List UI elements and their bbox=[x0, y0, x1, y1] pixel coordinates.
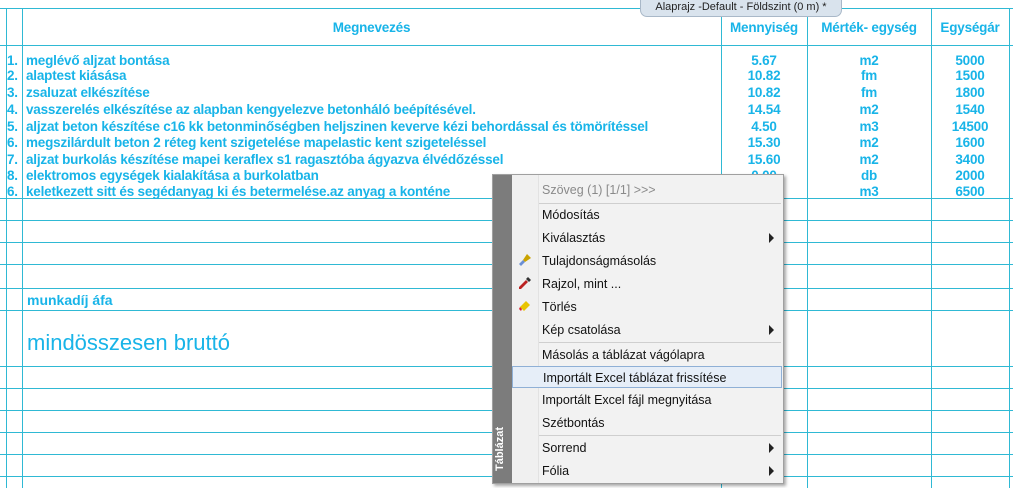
menu-item-copy-properties[interactable] bbox=[512, 250, 782, 272]
header-unit-price: Egységár bbox=[940, 20, 1000, 35]
row-number: 7. bbox=[7, 152, 18, 167]
row-price: 6500 bbox=[955, 184, 985, 199]
grid-line bbox=[0, 8, 1013, 9]
view-tab[interactable]: Alaprajz -Default - Földszint (0 m) * bbox=[640, 0, 842, 17]
row-unit: fm bbox=[860, 68, 878, 83]
submenu-arrow-icon bbox=[769, 443, 774, 453]
context-menu bbox=[492, 174, 784, 484]
row-quantity: 10.82 bbox=[747, 85, 781, 100]
menu-item-label: Módosítás bbox=[542, 208, 600, 222]
row-name: alaptest kiásása bbox=[26, 68, 127, 83]
row-quantity: 4.50 bbox=[751, 119, 777, 134]
row-unit: m2 bbox=[859, 53, 879, 68]
grid-line bbox=[1009, 8, 1010, 488]
row-number: 5. bbox=[7, 119, 18, 134]
menu-header-label: Szöveg (1) [1/1] >>> bbox=[542, 183, 656, 197]
row-price: 3400 bbox=[955, 152, 985, 167]
menu-item-draw-as[interactable] bbox=[512, 273, 782, 295]
menu-item-label: Importált Excel fájl megnyitása bbox=[542, 393, 712, 407]
menu-item-modify[interactable] bbox=[512, 204, 782, 226]
row-price: 2000 bbox=[955, 168, 985, 183]
header-name: Megnevezés bbox=[332, 20, 411, 35]
menu-side-label: Táblázat bbox=[494, 427, 506, 472]
row-unit: m2 bbox=[859, 102, 879, 117]
row-quantity: 10.82 bbox=[747, 68, 781, 83]
row-quantity: 14.54 bbox=[747, 102, 781, 117]
header-unit: Mérték- egység bbox=[821, 20, 917, 35]
menu-item-label: Kiválasztás bbox=[542, 231, 606, 245]
row-name: zsaluzat elkészítése bbox=[26, 85, 150, 100]
menu-item-select[interactable] bbox=[512, 227, 782, 249]
row-unit: m2 bbox=[859, 152, 879, 167]
row-number: 1. bbox=[7, 53, 18, 68]
menu-item-label: Szétbontás bbox=[542, 416, 605, 430]
row-name: aljzat beton készítése c16 kk betonminőségben heljszinen keverve kézi behordással és tömörítéssel bbox=[26, 119, 649, 134]
menu-item-label: Fólia bbox=[542, 464, 570, 478]
brush-icon bbox=[517, 253, 533, 269]
submenu-arrow-icon bbox=[769, 325, 774, 335]
menu-item-label: Tulajdonságmásolás bbox=[542, 254, 657, 268]
menu-item-refresh-excel-table[interactable] bbox=[512, 366, 782, 388]
row-number: 6. bbox=[7, 135, 18, 150]
row-unit: m3 bbox=[859, 184, 879, 199]
row-price: 14500 bbox=[951, 119, 989, 134]
menu-separator bbox=[539, 342, 781, 343]
row-quantity: 15.60 bbox=[747, 152, 781, 167]
submenu-arrow-icon bbox=[769, 233, 774, 243]
menu-item-label: Törlés bbox=[542, 300, 577, 314]
row-name: aljzat burkolás készítése mapei keraflex s1 ragasztóba ágyazva élvédőzéssel bbox=[26, 152, 504, 167]
submenu-arrow-icon bbox=[769, 466, 774, 476]
row-name: meglévő aljzat bontása bbox=[26, 53, 170, 68]
menu-item-attach-image[interactable] bbox=[512, 319, 782, 341]
grid-line bbox=[22, 8, 23, 488]
row-price: 1800 bbox=[955, 85, 985, 100]
menu-item-layer[interactable] bbox=[512, 460, 782, 482]
row-number: 3. bbox=[7, 85, 18, 100]
row-name: elektromos egységek kialakítása a burkolatban bbox=[26, 168, 319, 183]
row-number: 4. bbox=[7, 102, 18, 117]
row-price: 1540 bbox=[955, 102, 985, 117]
row-quantity: 15.30 bbox=[747, 135, 781, 150]
row-unit: fm bbox=[860, 85, 878, 100]
row-name: keletkezett sitt és segédanyag ki és betermelése.az anyag a konténe bbox=[26, 184, 451, 199]
row-price: 1500 bbox=[955, 68, 985, 83]
row-price: 1600 bbox=[955, 135, 985, 150]
menu-item-label: Importált Excel táblázat frissítése bbox=[543, 371, 727, 385]
menu-item-label: Másolás a táblázat vágólapra bbox=[542, 348, 705, 362]
row-unit: m2 bbox=[859, 135, 879, 150]
total-label: mindösszesen bruttó bbox=[27, 330, 230, 355]
eyedropper-icon bbox=[517, 276, 533, 292]
row-number: 2. bbox=[7, 68, 18, 83]
eraser-icon bbox=[517, 299, 533, 315]
menu-item-label: Rajzol, mint ... bbox=[542, 277, 622, 291]
header-quantity: Mennyiség bbox=[730, 20, 798, 35]
menu-item-delete[interactable] bbox=[512, 296, 782, 318]
menu-item-explode[interactable] bbox=[512, 412, 782, 434]
row-unit: db bbox=[860, 168, 878, 183]
row-quantity: 5.67 bbox=[751, 53, 777, 68]
row-name: vasszerelés elkészítése az alapban kengyelezve betonháló beépítésével. bbox=[26, 102, 476, 117]
row-unit: m3 bbox=[859, 119, 879, 134]
menu-item-order[interactable] bbox=[512, 437, 782, 459]
menu-item-label: Kép csatolása bbox=[542, 323, 621, 337]
menu-item-copy-table-clipboard[interactable] bbox=[512, 344, 782, 366]
menu-separator bbox=[539, 435, 781, 436]
row-name: megszilárdult beton 2 réteg kent szigetelése mapelastic kent szigeteléssel bbox=[26, 135, 487, 150]
row-price: 5000 bbox=[955, 53, 985, 68]
grid-line bbox=[0, 45, 1013, 46]
row-number: 8. bbox=[7, 168, 18, 183]
menu-item-open-excel-file[interactable] bbox=[512, 389, 782, 411]
menu-item-label: Sorrend bbox=[542, 441, 587, 455]
menu-header-item[interactable] bbox=[512, 179, 782, 201]
fee-label: munkadíj áfa bbox=[27, 292, 113, 308]
row-number: 6. bbox=[7, 184, 18, 199]
